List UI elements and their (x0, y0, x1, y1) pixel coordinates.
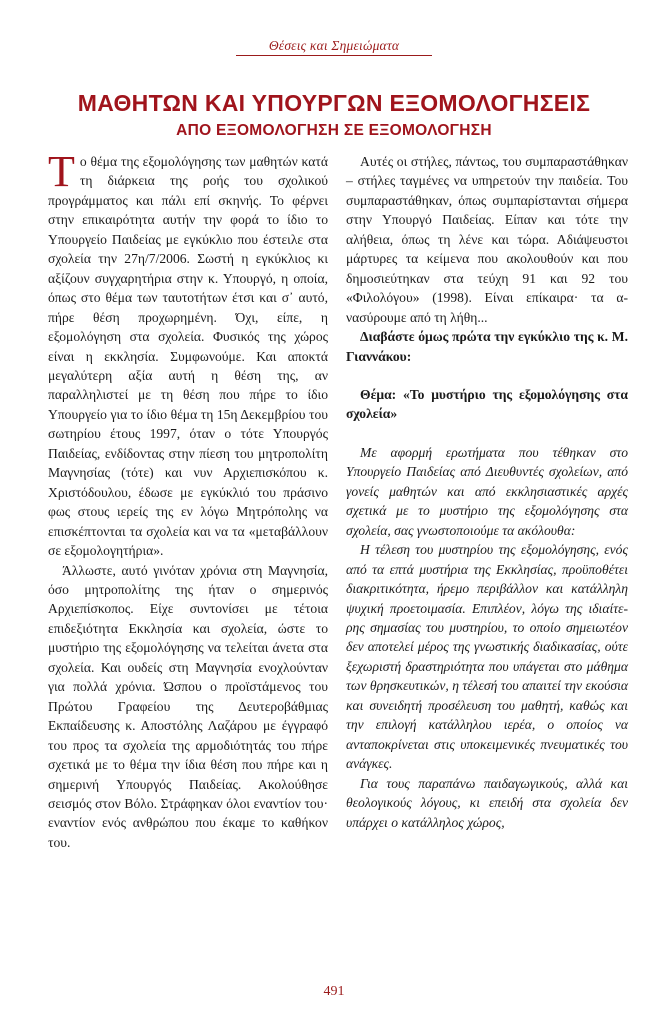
body-paragraph: Άλλωστε, αυτό γινόταν χρόνια στη Μαγνησία, όσο μητροπολίτης της ήταν ο σημερινός Αρχιεπίσκοπος. Είχε συντονίσει με τέτοια επιδεξιότητα Εκκλησία και σχολεία, ώστε το μυστήριο της εξομολόγησης να τελείται άνετα στα σχολεία. Και ουδείς στη Μαγνησία ενοχλούνταν για πολλά χρόνια. Ώσπου ο προϊστάμενος του Πρώτου Γραφείου της Δευτεροβάθμιας Εκπαίδευσης κ. Αποστόλης Λαζάρου με έγγραφό του προς τα σχολεία της αρμοδιότητάς του πήρε σχετικά με το θέμα την ίδια θέση που πήρε και η σημερινή Υπουργός Παιδείας. Ακολούθησε σεισμός στον Βόλο. Στράφηκαν όλοι εναντίον του· εναντίον ενός ανθρώπου που έκαμε το καθήκον του. (48, 562, 328, 850)
running-head-rule (236, 55, 432, 56)
right-column (346, 152, 628, 832)
left-column (48, 147, 328, 852)
article-title: ΜΑΘΗΤΩΝ ΚΑΙ ΥΠΟΥΡΓΩΝ ΕΞΟΜΟΛΟΓΗΣΕΙΣ (77, 90, 591, 116)
drop-cap: Τ (48, 147, 75, 196)
opening-paragraph-text: ο θέμα της εξομολόγησης των μαθητών κατά τη διάρκεια της ροής του σχολικού προγράμματος και πάλι επί σκηνής. Το φέρνει στην επικαιρότητα αυτήν την φορά το ίδιο το Υπουργείο Παιδείας με εγκύκλιο που έστειλε στα σχολεία την 27η/7/2006. Σωστή η εγκύκλιος κι αξίζουν συγχαρητήρια στην κ. Υπουργό, η οποία, όπως στο θέμα των ταυτοτήτων έτσι και σ᾽ αυτό, πήρε θέση προχωρημένη. Όχι, είπε, η εξομολόγηση στα σχολεία. Φυσικός της χώρος είναι η εκκλησία. Συμφωνούμε. Και αποκτά μεγαλύτερη αξία αυτή η θέση της, αν παραλληλιστεί με τη θέση που πήρε το ίδιο Υπουργείο για το ίδιο θέμα τη 15η Δεκεμβρίου του σωτηρίου έτους 1997, όταν ο τότε Υπουργός Παιδείας, ενδίδοντας στην πίεση του μητροπολίτη Μαγνησίας (τότε) και νυν Αρχιεπισκόπου κ. Χριστόδουλου, έδωσε με εγκύκλιό του πράσινο φως στους ιερείς της εν λόγω Μητρόπολης να επισκέπτονται τα σχολεία και να τα «μεταβάλλουν σε εξομολογητήρια». (48, 154, 328, 559)
opening-paragraph (48, 147, 328, 561)
spacer (346, 424, 628, 443)
body-paragraph: Αυτές οι στήλες, πάντως, του συμπαραστάθηκαν – στήλες ταγμένες να υπηρετούν την παιδεία. Του συμπαραστάθηκαν, όπως συμπαρίστανται σήμερα στην Υπουργό Παιδείας. Είπαν και τότε την αλήθεια, όπως τη λένε και τώρα. Αδιάψευστοι μάρτυρες τα κείμενα που ακολουθούν και που δημοσιεύτηκαν στα τεύχη 91 και 92 του «Φιλολόγου» (1998). Είναι επίκαιρα· τα ανασύρουμε από τη λήθη... (346, 154, 628, 325)
lead-heading: Διαβάστε όμως πρώτα την εγκύκλιο της κ. Μ. Γιαννάκου: (346, 329, 628, 364)
circular-paragraph: Με αφορμή ερωτήματα που τέθηκαν στο Υπουργείο Παιδείας από Διευθυντές σχολείων, από γονείς μαθητών και από εκκλησιαστικές αρχές σχετικά με το μυστήριο της εξομολόγησης στα σχολεία, σας γνωστοποιούμε τα ακόλουθα: (346, 444, 628, 538)
circular-paragraph: Η τέλεση του μυστηρίου της εξομολόγησης, ενός από τα επτά μυστήρια της Εκκλησίας, προϋποθέτει διακριτικότητα, ήρεμο περιβάλλον και κατάλληλη ψυχική προετοιμασία. Επιπλέον, λόγω της ιδιαίτερης σημασίας του μυστηρίου, το οποίο σημειωτέον δεν αποτελεί μέρος της γνωστικής διαδικασίας, ούτε ξεχωριστή δραστηριότητα που υπάγεται στο μάθημα των θρησκευτικών, η τέλεσή του απαιτεί την εκούσια και συνειδητή προσέλευση του μαθητή, καθώς και την επιλογή κατάλληλου ιερέα, ο οποίος να ανταποκρίνεται στις υποκειμενικές πνευματικές του ανάγκες. (346, 542, 628, 772)
running-head: Θέσεις και Σημειώματα (268, 38, 400, 53)
article-subtitle: ΑΠΟ ΕΞΟΜΟΛΟΓΗΣΗ ΣΕ ΕΞΟΜΟΛΟΓΗΣΗ (176, 122, 492, 139)
subject-heading: Θέμα: «Το μυστήριο της εξομολόγησης στα σχολεία» (346, 386, 628, 422)
spacer (346, 366, 628, 385)
page-number: 491 (323, 984, 345, 999)
circular-paragraph: Για τους παραπάνω παιδαγωγικούς, αλλά και θεολογικούς λόγους, κι επειδή στα σχολεία δεν υπάρχει ο κατάλληλος χώρος, (346, 775, 628, 830)
